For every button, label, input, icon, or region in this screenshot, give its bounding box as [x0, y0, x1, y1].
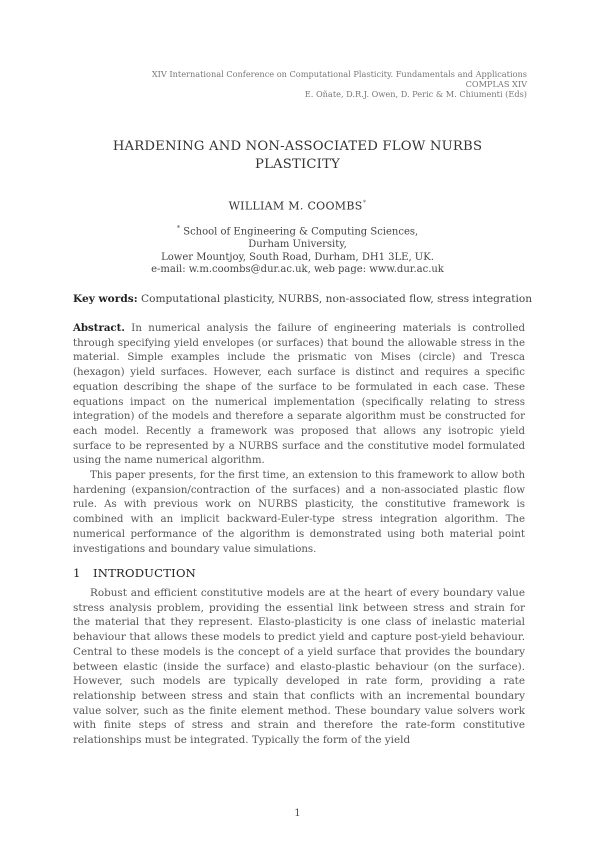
- conference-header: [107, 69, 527, 100]
- keywords-text: Computational plasticity, NURBS, non-associated flow, stress integration: [140, 293, 533, 305]
- section-title: INTRODUCTION: [93, 566, 196, 580]
- affiliation-contact: e-mail: w.m.coombs@dur.ac.uk, web page: www.dur.ac.uk: [151, 264, 444, 276]
- conference-acronym: COMPLAS XIV: [465, 79, 527, 90]
- section-heading: [73, 566, 196, 580]
- keywords-label: Key words:: [73, 293, 138, 305]
- affiliation-marker: *: [176, 224, 181, 232]
- affiliation-block: [60, 222, 535, 277]
- paper-title: [60, 138, 535, 174]
- abstract-paragraph-1-text: In numerical analysis the failure of engineering materials is controlled through specifying yield envelopes (or surfaces) that bound the allowable stress in the material. Simple examples include the prismatic von Mises (circle) and Tresca (hexagon) yield surfaces. However, each surface is distinct and requires a specific equation describing the shape of the surface to be formulated in each case. These equations impact on the numerical implementation (specifically relating to stress integration) of the models and therefore a separate algorithm must be constructed for each model. Recently a framework was proposed that allows any isotropic yield surface to be represented by a NURBS surface and the constitutive model formulated using the name numerical algorithm.: [73, 323, 525, 467]
- affiliation-line-1: [60, 222, 535, 239]
- paper-title-line-1: HARDENING AND NON-ASSOCIATED FLOW NURBS: [112, 139, 483, 154]
- affiliation-address: Lower Mountjoy, South Road, Durham, DH1 3LE, UK.: [161, 251, 434, 263]
- abstract-paragraph-2: This paper presents, for the first time, an extension to this framework to allow both hardening (expansion/contraction of the surfaces) and a non-associated plastic flow rule. As with previous work on NURBS plasticity, the constitutive framework is combined with an implicit backward-Euler-type stress integration algorithm. The numerical performance of the algorithm is demonstrated using both material point investigations and boundary value simulations.: [73, 470, 525, 555]
- page-number: 1: [294, 808, 301, 819]
- keywords: [73, 293, 533, 305]
- introduction-paragraph: Robust and efficient constitutive models are at the heart of every boundary value stress analysis problem, providing the essential link between stress and strain for the material that they represent. Elasto-plasticity is one class of inelastic material behaviour that allows these models to predict yield and capture post-yield behaviour. Central to these models is the concept of a yield surface that provides the boundary between elastic (inside the surface) and elasto-plastic behaviour (on the surface). However, such models are typically developed in rate form, providing a rate relationship between stress and stain that conflicts with an incremental boundary value solver, such as the finite element method. These boundary value solvers work with finite steps of stress and strain and therefore the rate-form constitutive relationships must be integrated. Typically the form of the yield: [73, 587, 525, 747]
- author-marker: *: [362, 199, 367, 207]
- conference-name: XIV International Conference on Computational Plasticity. Fundamentals and Applications: [151, 69, 527, 79]
- author-name: WILLIAM M. COOMBS: [228, 199, 363, 213]
- abstract: [73, 321, 525, 557]
- abstract-paragraph-1: [73, 321, 525, 469]
- paper-title-line-2: PLASTICITY: [255, 157, 340, 172]
- affiliation-university: Durham University,: [248, 238, 347, 250]
- affiliation-school: School of Engineering & Computing Sciences,: [183, 226, 419, 238]
- author-line: [60, 199, 535, 213]
- section-number: 1: [73, 566, 81, 580]
- conference-editors: E. Oñate, D.R.J. Owen, D. Peric & M. Chiumenti (Eds): [304, 89, 527, 100]
- abstract-label: Abstract.: [73, 322, 125, 334]
